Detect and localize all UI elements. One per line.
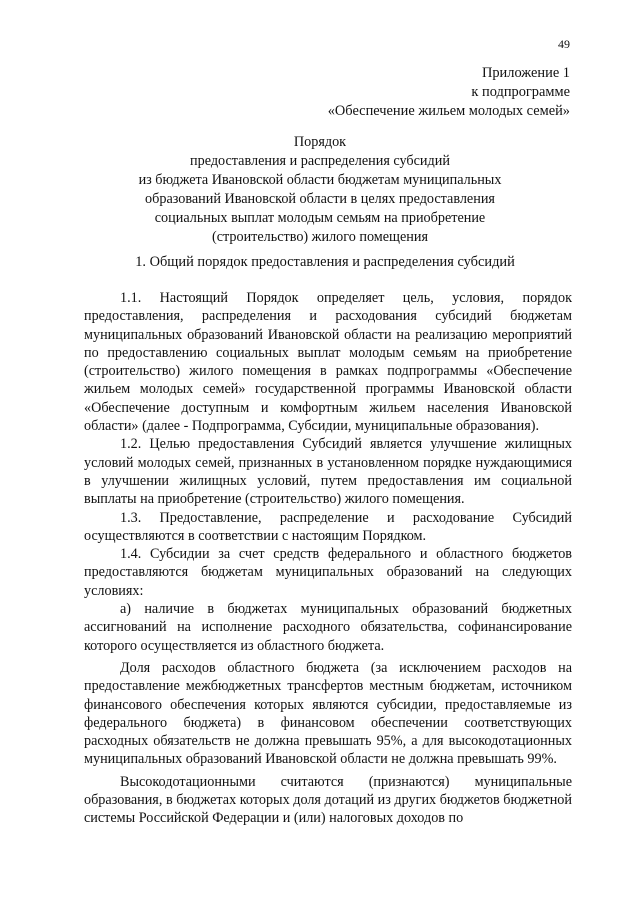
paragraph-condition-a: а) наличие в бюджетах муниципальных образований бюджетных ассигнований на исполнение расходного обязательства, софинансирование которого осуществляется из областного бюджета. (84, 601, 572, 654)
paragraph-1-2: 1.2. Целью предоставления Субсидий является улучшение жилищных условий молодых семей, признанных в установленном порядке нуждающимися в улучшении жилищных условий, путем предоставления им социальной выплаты на приобретение (строительство) жилого помещения. (84, 436, 572, 508)
title-line-1: Порядок (293, 134, 347, 150)
title-line-3: из бюджета Ивановской области бюджетам муниципальных (138, 172, 502, 188)
title-line-6: (строительство) жилого помещения (212, 229, 428, 245)
paragraph-budget-share: Доля расходов областного бюджета (за исключением расходов на предоставление межбюджетных трансфертов местным бюджетам, источником финансового обеспечения которых являются субсидии, предоставляемые из федерального бюджета) в финансовом обеспечении соответствующих расходных обязательств не должна превышать 95%, а для высокодотационных муниципальных образований Ивановской области не должна превышать 99%. (84, 659, 572, 768)
appendix-header (210, 64, 570, 121)
title-line-4: образований Ивановской области в целях предоставления (145, 191, 495, 207)
section-heading: 1. Общий порядок предоставления и распределения субсидий (135, 254, 515, 270)
appendix-line-3: «Обеспечение жильем молодых семей» (327, 103, 570, 119)
appendix-line-1: Приложение 1 (481, 65, 570, 81)
title-line-2: предоставления и распределения субсидий (190, 153, 450, 169)
paragraph-high-subsidy: Высокодотационными считаются (признаются) муниципальные образования, в бюджетах которых доля дотаций из других бюджетов бюджетной системы Российской Федерации и (или) налоговых доходов по (84, 773, 572, 827)
appendix-line-2: к подпрограмме (471, 84, 570, 100)
paragraph-1-1: 1.1. Настоящий Порядок определяет цель, условия, порядок предоставления, распределения и расходования субсидий бюджетам муниципальных образований Ивановской области на реализацию мероприятий по предоставлению социальных выплат молодым семьям на приобретение (строительство) жилого помещения в рамках подпрограммы «Обеспечение жильем молодых семей» государственной программы Ивановской области «Обеспечение доступным и комфортным жильем населения Ивановской области» (далее - Подпрограмма, Субсидии, муниципальные образования). (84, 290, 572, 435)
page-number: 49 (558, 37, 570, 51)
body-text (84, 289, 572, 828)
title-line-5: социальных выплат молодым семьям на приобретение (154, 210, 486, 226)
document-title (100, 133, 540, 247)
paragraph-1-3: 1.3. Предоставление, распределение и расходование Субсидий осуществляются в соответствии с настоящим Порядком. (84, 509, 572, 544)
paragraph-1-4: 1.4. Субсидии за счет средств федерального и областного бюджетов предоставляются бюджетам муниципальных образований на следующих условиях: (84, 546, 572, 599)
